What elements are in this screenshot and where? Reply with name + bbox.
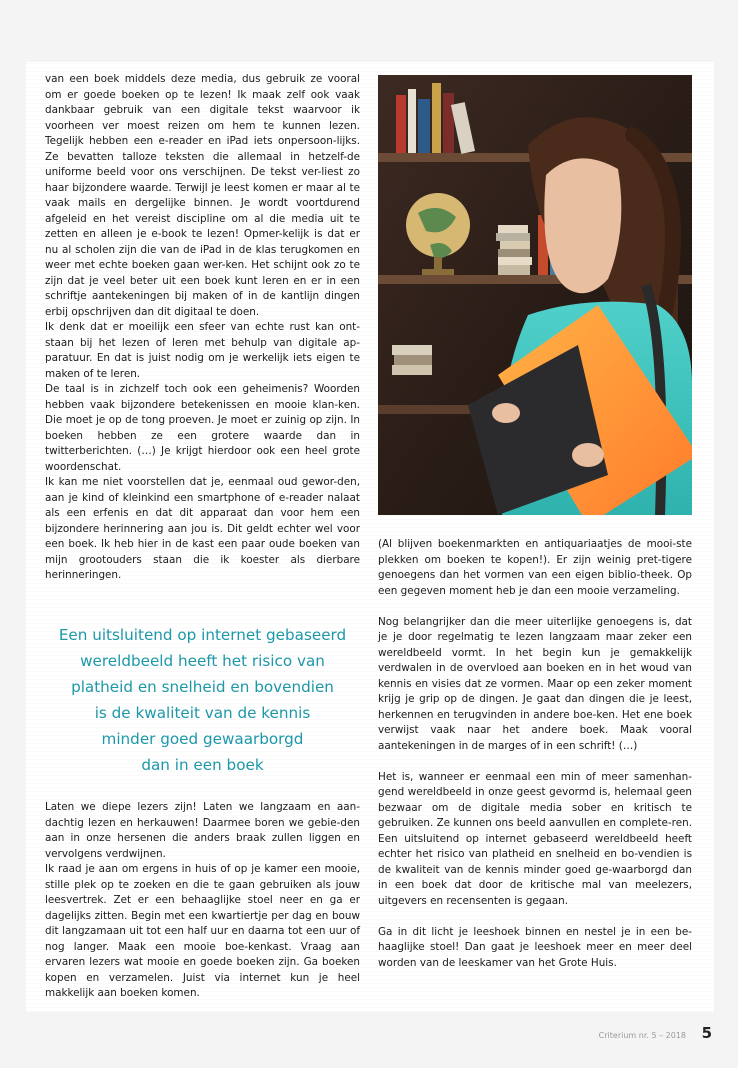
- paragraph: van een boek middels deze media, dus gebruik ze vooral om er goede boeken op te lezen! Ik maak zelf ook vaak dankbaar gebruik van een digitale tekst waarvoor ik voorheen ver moest reizen om hem te kunnen lezen. Tegelijk hebben een e-reader en iPad iets onpersoon-lijks. Ze bevatten talloze teksten die allemaal in hetzelf-de uniforme beeld voor ons verschijnen. De tekst ver-liest zo haar bijzondere waarde. Terwijl je leest komen er maar al te vaak mails en dergelijke binnen. Je wordt voortdurend afgeleid en het vereist discipline om al die media uit te zetten en alleen je e-book te lezen! Opmer-kelijk is dat er nu al scholen zijn die van de iPad in de klas terugkomen en weer met echte boeken gaan wer-ken. Het schijnt ook zo te zijn dat je veel beter uit een boek kunt leren en er in een schriftje aantekeningen bij maken of in de kantlijn dingen erbij opschrijven dan dit digitaal te doen.: [45, 73, 360, 318]
- article-column-left-top: [45, 72, 360, 584]
- paragraph: Ik denk dat er moeilijk een sfeer van echte rust kan ont-staan bij het lezen of leren met behulp van digitale ap-paratuur. En dat is juist nodig om je werkelijk iets eigen te maken of te leren.: [45, 321, 360, 380]
- girl-reading-tablet-photo: [378, 75, 692, 515]
- pull-quote-line: Een uitsluitend op internet gebaseerd: [58, 626, 347, 644]
- paragraph: Het is, wanneer er eenmaal een min of meer samenhan-gend wereldbeeld in onze geest gevormd is, helemaal geen bezwaar om de digitale media sober en kritisch te gebruiken. Ze kunnen ons beeld aanvullen en complete-ren. Een uitsluitend op internet gebaseerd wereldbeeld heeft echter het risico van platheid en snelheid en bo-vendien is de kwaliteit van de kennis minder goed ge-waarborgd dan in een boek dat door de kritische mal van meelezers, uitgevers en recensenten is gegaan.: [378, 770, 692, 907]
- paragraph: Ik raad je aan om ergens in huis of op je kamer een mooie, stille plek op te zoeken en die te gaan gebruiken als jouw leesvertrek. Zet er een behaaglijke stoel neer en ga er dagelijks zitten. Begin met een kwartiertje per dag en bouw dit langzamaan uit tot een half uur en daarna tot een uur of nog langer. Maak een mooie boe-kenkast. Vraag aan ervaren lezers wat mooie en goede boeken zijn. Ga boeken kopen en verzamelen. Juist via internet kun je heel makkelijk aan boeken komen.: [45, 863, 360, 999]
- magazine-footer: Criterium nr. 5 – 2018: [598, 1031, 686, 1040]
- pull-quote-line: is de kwaliteit van de kennis: [94, 704, 311, 722]
- paragraph: (Al blijven boekenmarkten en antiquariaatjes de mooi-ste plekken om boeken te kopen!). Er zijn weinig pret-tigere genoegens dan het vormen van een eigen biblio-theek. Op een gegeven moment heb je dan een mooie verzameling.: [378, 538, 692, 597]
- paragraph: Laten we diepe lezers zijn! Laten we langzaam en aan-dachtig lezen en herkauwen! Daarmee boren we gebie-den aan in onze hersenen die anders braak zullen liggen en vervolgens verdwijnen.: [45, 801, 360, 860]
- pull-quote: [45, 622, 360, 778]
- pull-quote-line: platheid en snelheid en bovendien: [71, 678, 334, 696]
- page-number: 5: [701, 1024, 712, 1042]
- article-column-left-bottom: [45, 800, 360, 1002]
- pull-quote-line: wereldbeeld heeft het risico van: [80, 652, 325, 670]
- pull-quote-line: dan in een boek: [141, 756, 264, 774]
- paragraph: Ga in dit licht je leeshoek binnen en nestel je in een be-haaglijke stoel! Dan gaat je leeshoek meer en meer deel worden van de leeskamer van het Grote Huis.: [378, 925, 692, 969]
- pull-quote-line: minder goed gewaarborgd: [101, 730, 304, 748]
- article-column-right: [378, 537, 692, 971]
- paragraph: Ik kan me niet voorstellen dat je, eenmaal oud gewor-den, aan je kind of kleinkind een smartphone of e-reader nalaat als een erfenis en dat dit apparaat dan voor hem een bijzondere herinnering aan jou is. Dit geldt echter wel voor een boek. Ik heb hier in de kast een paar oude boeken van mijn grootouders staan die ik koester als dierbare herinneringen.: [45, 476, 360, 581]
- paragraph: Nog belangrijker dan die meer uiterlijke genoegens is, dat je je door regelmatig te lezen langzaam maar zeker een wereldbeeld vormt. In het begin kun je gemakkelijk verdwalen in de overvloed aan boeken en in het woud van kennis en visies dat ze vormen. Maar op een zeker moment krijg je grip op de dingen. Je gaat dan dingen die je leest, herkennen en terugvinden in andere boe-ken. Het ene boek verwijst vaak naar het andere boek. Maak vooral aantekeningen in de marges of in een schrift! (…): [378, 615, 692, 752]
- paragraph: De taal is in zichzelf toch ook een geheimenis? Woorden hebben vaak bijzondere betekenissen en mooie klan-ken. Die moet je op de tong proeven. Je moet er zuinig op zijn. In boeken hebben ze een grotere waarde dan in twitterberichten. (…) Je krijgt hierdoor ook een heel grote woordenschat.: [45, 383, 360, 473]
